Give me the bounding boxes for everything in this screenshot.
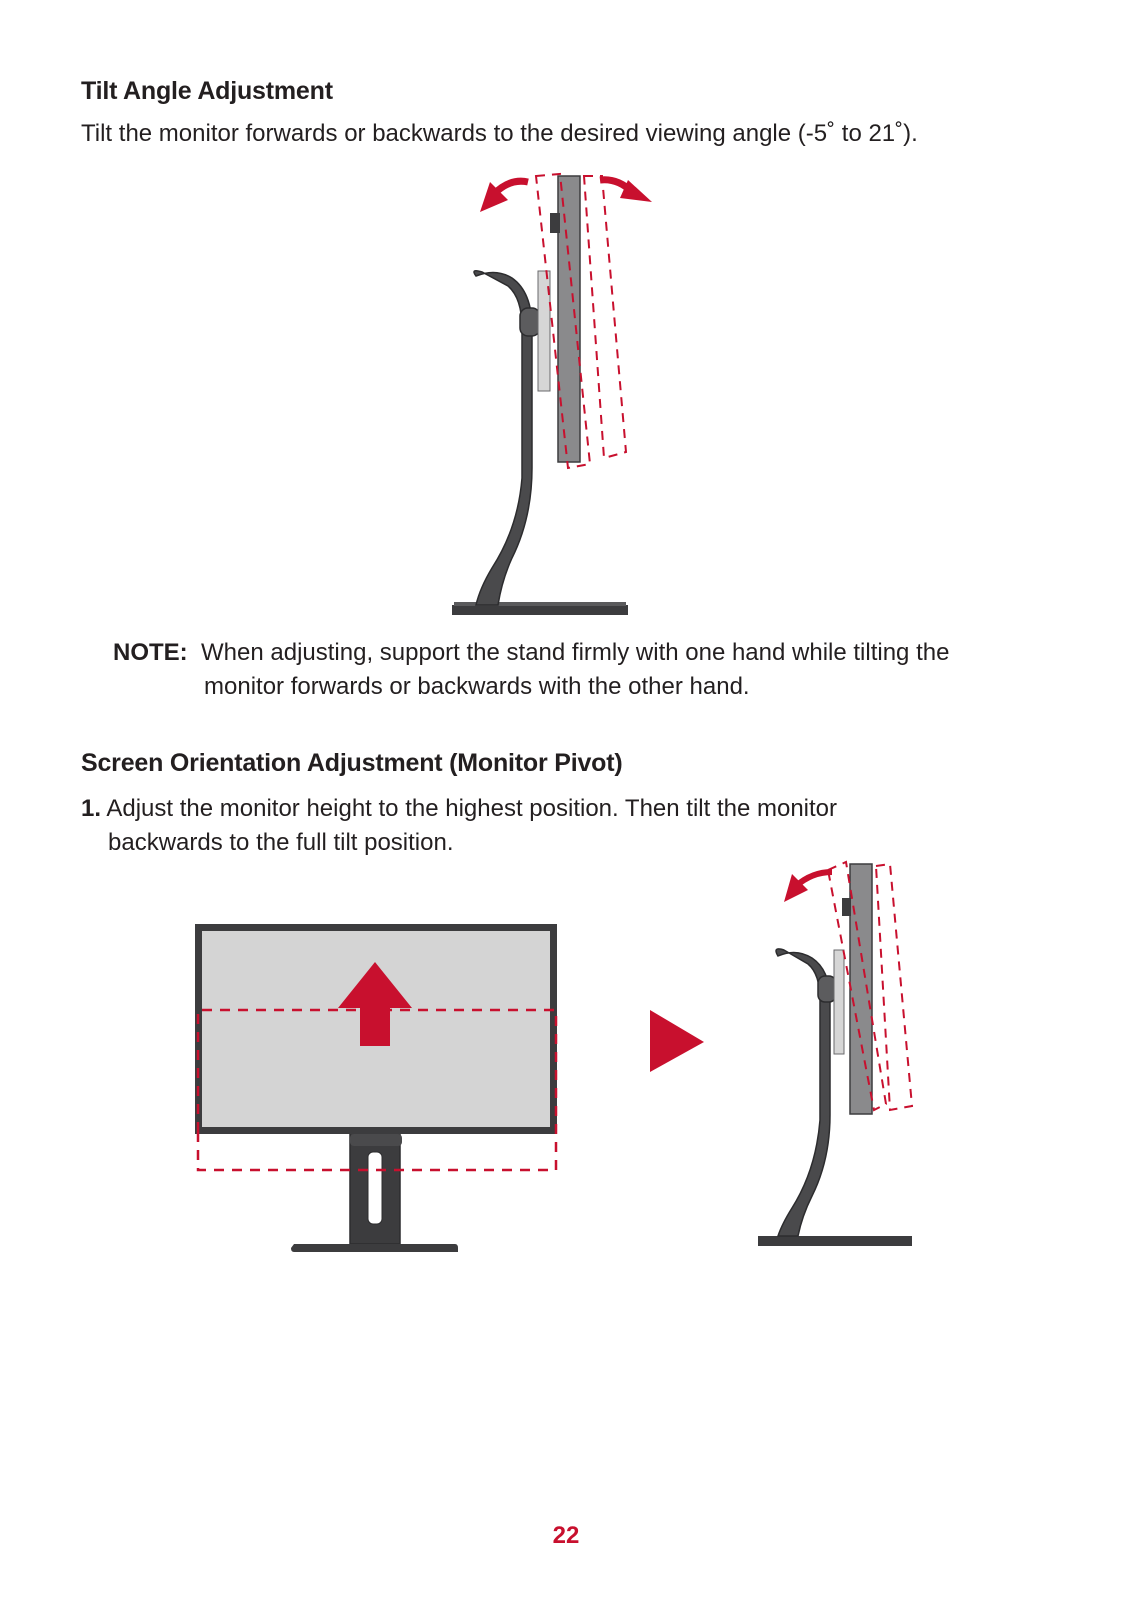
monitor-panel [558, 176, 580, 462]
tilt-hinge [520, 308, 540, 336]
pivot-prep-figure [190, 860, 930, 1280]
note-line-2: monitor forwards or backwards with the other hand. [204, 673, 750, 700]
step-1-line-2: backwards to the full tilt position. [108, 829, 454, 856]
front-stand-base [291, 1244, 458, 1252]
page-number: 22 [552, 1522, 580, 1549]
side-tilt-outline [876, 864, 912, 1110]
section-title-pivot: Screen Orientation Adjustment (Monitor Pivot) [81, 749, 623, 777]
side-stand-base [758, 1236, 912, 1246]
tilt-forward-outline [584, 176, 626, 458]
tilt-intro-text: Tilt the monitor forwards or backwards to the desired viewing angle (-5˚ to 21˚). [81, 120, 918, 147]
step-1-line-1: Adjust the monitor height to the highest position. Then tilt the monitor [106, 795, 838, 822]
section-title-tilt: Tilt Angle Adjustment [81, 77, 333, 105]
note-label: NOTE: [113, 639, 188, 666]
stand-base [452, 605, 628, 615]
tilt-side-view-figure [440, 168, 680, 628]
next-step-arrow-icon [650, 1010, 704, 1072]
side-monitor-panel [850, 864, 872, 1114]
step-1-paragraph [81, 792, 981, 860]
note-paragraph [113, 636, 1073, 704]
side-view-monitor [758, 862, 912, 1246]
note-line-1: When adjusting, support the stand firmly with one hand while tilting the [201, 639, 950, 666]
step-number: 1. [81, 795, 102, 822]
